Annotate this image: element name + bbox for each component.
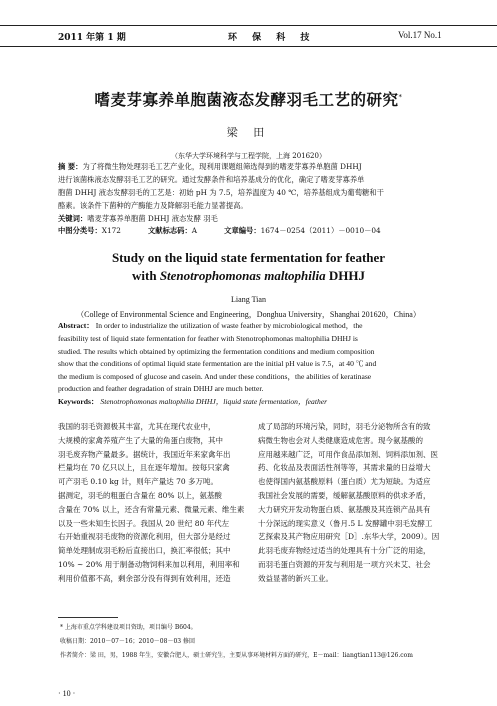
abstract-cn-text: 为了将微生物处理羽毛工艺产业化，现利用课题组筛选得到的嗜麦芽寡养单胞菌 DHHJ [82, 162, 362, 171]
issue-number: 2011 年第 1 期 [58, 33, 126, 43]
keywords-cn [58, 214, 450, 224]
abstract-cn-line-4: 酪素。该条件下菌种的产酶能力及降解羽毛能力显著提高。 [58, 201, 248, 210]
abstract-en-line-3: studied. The results which obtained by optimizing the fermentation conditions and medium composition [58, 347, 375, 356]
body-line: 此羽毛废弃物经过适当的处理具有十分广泛的用途， [258, 546, 431, 556]
keywords-cn-text: 嗜麦芽寡养单胞菌 DHHJ 液态发酵 羽毛 [87, 214, 218, 223]
volume-number: Vol.17 No.1 [398, 30, 442, 40]
abstract-cn-label: 摘 要： [58, 162, 83, 171]
author-en: Liang Tian [231, 295, 266, 304]
body-line: 我国的羽毛资源极其丰富，尤其在现代农业中， [58, 422, 216, 431]
abstract-cn-line-1 [58, 161, 450, 174]
body-line: 而羽毛蛋白资源的开发与利用是一项方兴未艾、社会 [258, 559, 431, 569]
body-line: 药、化妆品及表面活性剂等等，其需求量的日益增大 [258, 463, 431, 473]
clc-value: X172 [101, 226, 121, 235]
page-number: · 10 · [58, 689, 76, 698]
keywords-cn-label: 关键词： [58, 214, 88, 223]
body-line: 我国社会发展的需要，缓解氨基酸原料的供求矛盾， [258, 490, 431, 500]
body-line: 也使得国内氨基酸原料（蛋白质）尤为短缺。为适应 [258, 477, 431, 487]
title-en-strain: DHHJ [325, 268, 365, 283]
footnote-author-bio: 作者简介：梁 田，男，1988 年生，安徽合肥人，硕士研究生，主要从事环境材料方面的研究，E－mail：liangtian113@126.com [60, 652, 413, 659]
affiliation-cn: （东华大学环境科学与工程学院，上海 201620） [171, 152, 326, 160]
journal-header [0, 25, 497, 47]
page-title-cn [0, 88, 497, 110]
body-line: 病微生物也会对人类健康造成危害。现今氨基酸的 [258, 435, 423, 445]
affiliation-en: （College of Environmental Science and Engineering，Donghua University，Shanghai 201620，China） [76, 310, 421, 319]
body-line: 应用越来越广泛，可用作食品添加剂、饲料添加剂、医 [258, 449, 438, 459]
body-column-right [258, 420, 450, 586]
abstract-en-line-5: the medium is composed of glucose and casein. And under these conditions，the abilities of keratinase [58, 372, 372, 381]
body-line: 栏量均在 70 亿只以上，且在逐年增加。按每只家禽 [58, 463, 230, 473]
article-number-value: 1674－0254（2011）－0010－04 [260, 226, 381, 235]
abstract-cn-line-3: 胞菌 DHHJ 液态发酵羽毛的工艺是：初始 pH 为 7.5，培养温度为 40 ℃，培养基组成为葡萄糖和干 [58, 188, 384, 197]
keywords-en-text: Stenotrophomonas maltophilia DHHJ，liquid state fermentation，feather [100, 397, 328, 406]
clc-label: 中图分类号： [58, 226, 102, 235]
body-line: 据测定，羽毛的粗蛋白含量在 80% 以上，氨基酸 [58, 490, 222, 500]
body-line: 羽毛废弃物产量最多。据统计，我国近年来家禽年出 [58, 449, 231, 459]
title-cn-text: 嗜麦芽寡养单胞菌液态发酵羽毛工艺的研究 [94, 91, 399, 109]
footnote-received: 收稿日期：2010－07－16；2010－08－03 修回 [60, 638, 195, 645]
abstract-en-line-1 [58, 320, 452, 333]
abstract-en-text: In order to industrialize the utilization of waste feather by microbiological method，the [95, 321, 363, 330]
article-number-label: 文章编号： [224, 226, 261, 235]
footnote-divider [58, 617, 118, 618]
abstract-en-line-2: feasibility test of liquid state fermentation for feather with Stenotrophomonas maltophilia DHHJ is [58, 334, 358, 343]
abstract-en-line-6: production and feather degradation of strain DHHJ are much better. [58, 384, 264, 393]
body-line: 含量在 70% 以上，还含有常量元素、微量元素、维生素 [58, 504, 245, 514]
body-line: 十分深远的现实意义（鲁月.5 L 发酵罐中羽毛发酵工 [258, 518, 433, 528]
body-line: 利用价值都不高，剩余部分没有得到有效利用，还造 [58, 573, 231, 583]
body-line: 成了局部的环境污染，同时，羽毛分泌物所含有的致 [258, 422, 431, 431]
journal-name: 环 保 科 技 [228, 33, 316, 43]
abstract-cn-line-2: 进行该菌株液态发酵羽毛工艺的研究。通过发酵条件和培养基成分的优化，确定了嗜麦芽寡养单 [58, 175, 365, 184]
body-line: 大力研究开发动物蛋白质、氨基酸及其连锁产品具有 [258, 504, 431, 514]
classification-meta [58, 226, 458, 236]
body-line: 10% ~ 20% 用于制备动物饲料来加以利用，利用率和 [58, 559, 240, 569]
author-cn: 梁 田 [226, 126, 271, 139]
title-footnote-mark: * [398, 92, 403, 101]
keywords-en-label: Keywords： [58, 397, 99, 406]
keywords-en [58, 396, 452, 407]
footnote-funding: * 上海市重点学科建设项目资助，项目编号 B604。 [60, 624, 197, 631]
body-line: 大规模的家禽养殖产生了大量的角蛋白废物，其中 [58, 435, 223, 445]
title-en-line-1: Study on the liquid state fermentation for feather [111, 250, 386, 265]
title-en-species: Stenotrophomonas maltophilia [159, 268, 326, 283]
body-line: 简单处理制成羽毛粉后直接出口，换汇率很低；其中 [58, 546, 231, 556]
body-line: 右开始重视羽毛废物的资源化利用，但大部分是经过 [58, 532, 231, 542]
abstract-en-line-4: show that the conditions of optimal liquid state fermentation are the initial pH value is 7.5，at 40 ℃ and [58, 359, 377, 368]
body-line: 艺探索及其产物应用研究［D］.东华大学，2009）。因 [258, 532, 440, 542]
abstract-en-label: Abstract： [58, 321, 94, 330]
body-line: 效益显著的新兴工业。 [258, 573, 333, 583]
doc-code-value: A [191, 226, 198, 235]
doc-code-label: 文献标志码： [148, 226, 192, 235]
title-en-line-2 [0, 268, 497, 284]
body-line: 以及一些未知生长因子。我国从 20 世纪 80 年代左 [58, 518, 230, 528]
body-line: 可产羽毛 0.10 kg 计，则年产量达 70 多万吨。 [58, 477, 219, 487]
body-column-left [58, 420, 248, 586]
title-en-prefix: with [132, 268, 160, 283]
